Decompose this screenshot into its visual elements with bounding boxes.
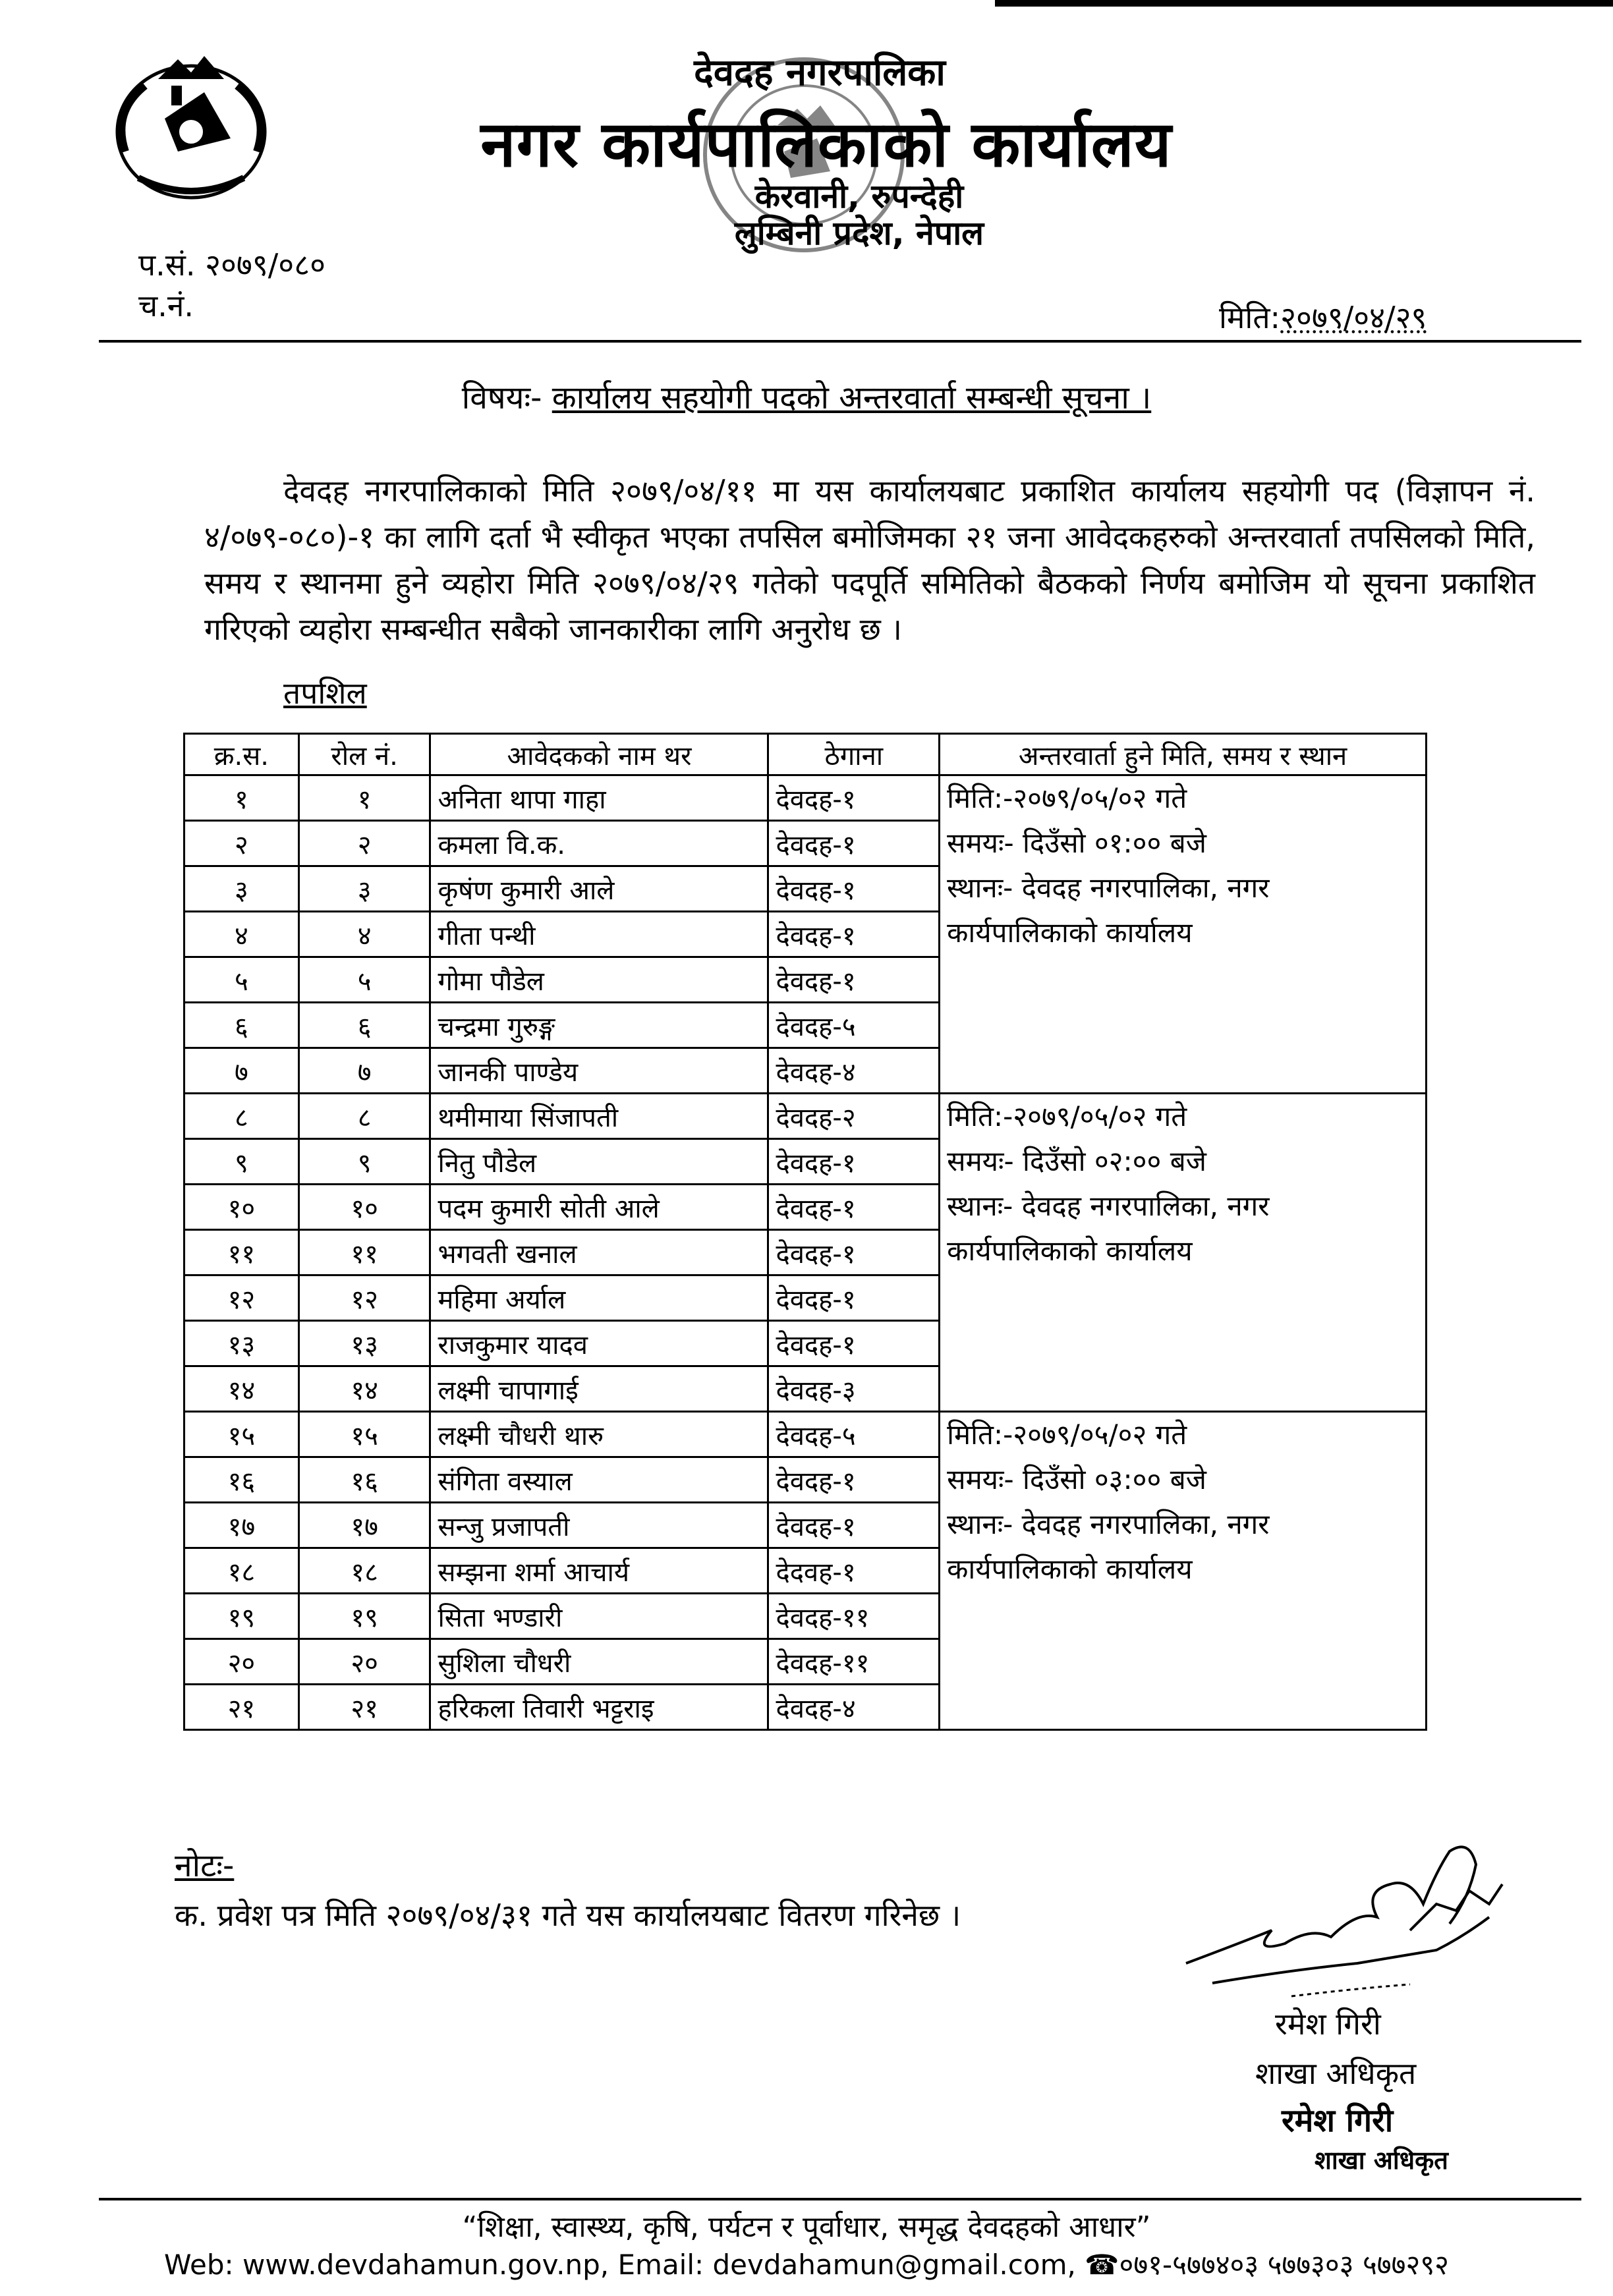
office-title: नगर कार्यपालिकाको कार्यालय [480, 107, 1172, 181]
cell-address: देवदह-३ [768, 1366, 940, 1412]
municipality-name: देवदह नगरपालिका [694, 51, 946, 94]
schedule-date: मिति:-२०७९/०५/०२ गते [947, 782, 1187, 814]
cell-address: देवदह-१ [768, 821, 940, 866]
cell-serial: १५ [184, 1412, 299, 1457]
cell-address: देवदह-१ [768, 775, 940, 821]
cell-roll: १३ [298, 1321, 430, 1366]
cell-roll: १२ [298, 1275, 430, 1321]
cell-name: संगिता वस्याल [430, 1457, 768, 1503]
cell-roll: १९ [298, 1594, 430, 1639]
cell-name: लक्ष्मी चौधरी थारु [430, 1412, 768, 1457]
cell-roll: ३ [298, 866, 430, 912]
cell-address: देवदह-१ [768, 1139, 940, 1185]
note-heading: नोटः- [175, 1847, 235, 1884]
cell-serial: ३ [184, 866, 299, 912]
cell-address: देवदह-१ [768, 1185, 940, 1230]
cell-name: गोमा पौडेल [430, 957, 768, 1003]
schedule-place2: कार्यपालिकाको कार्यालय [947, 1553, 1193, 1585]
header-address: ठेगाना [768, 734, 940, 775]
schedule-time: समयः- दिउँसो ०३:०० बजे [947, 1463, 1206, 1496]
cell-serial: ९ [184, 1139, 299, 1185]
cell-address: देवदह-१ [768, 912, 940, 957]
cell-roll: ५ [298, 957, 430, 1003]
cell-address: देवदह-५ [768, 1003, 940, 1048]
cell-serial: ५ [184, 957, 299, 1003]
cell-serial: १३ [184, 1321, 299, 1366]
header-divider [99, 340, 1581, 343]
cell-address: देवदह-१ [768, 1457, 940, 1503]
header-name: आवेदकको नाम थर [430, 734, 768, 775]
cell-roll: ७ [298, 1048, 430, 1094]
cell-serial: १९ [184, 1594, 299, 1639]
body-paragraph [204, 468, 1535, 652]
schedule-time: समयः- दिउँसो ०२:०० बजे [947, 1145, 1206, 1177]
cell-serial: ४ [184, 912, 299, 957]
subject-line [0, 376, 1613, 418]
cell-roll: १७ [298, 1503, 430, 1548]
cell-roll: ८ [298, 1094, 430, 1139]
cell-address: देवदह-४ [768, 1048, 940, 1094]
address-line-2: लुम्बिनी प्रदेश, नेपाल [734, 214, 984, 252]
cell-address: देवदह-१ [768, 1275, 940, 1321]
cell-address: देवदह-५ [768, 1412, 940, 1457]
footer-contact: Web: www.devdahamun.gov.np, Email: devdahamun@gmail.com, ☎०७१-५७७४०३ ५७७३०३ ५७७२९२ [163, 2249, 1449, 2281]
cell-name: जानकी पाण्डेय [430, 1048, 768, 1094]
cell-serial: १७ [184, 1503, 299, 1548]
cell-name: महिमा अर्याल [430, 1275, 768, 1321]
note-item: क. प्रवेश पत्र मिति २०७९/०४/३१ गते यस कार्यालयबाट वितरण गरिनेछ । [175, 1897, 961, 1933]
cell-serial: २ [184, 821, 299, 866]
cell-name: अनिता थापा गाहा [430, 775, 768, 821]
cell-serial: ८ [184, 1094, 299, 1139]
cell-roll: ६ [298, 1003, 430, 1048]
schedule-time: समयः- दिउँसो ०१:०० बजे [947, 827, 1206, 859]
body-text: देवदह नगरपालिकाको मिति २०७९/०४/११ मा यस कार्यालयबाट प्रकाशित कार्यालय सहयोगी पद (विज्ञापन नं. ४/०७९-०८०)-१ का लागि दर्ता भै स्वीकृत भएका तपसिल बमोजिमका २१ जना आवेदकहरुको अन्तरवार्ता तपसिलको मिति, समय र स्थानमा हुने व्यहोरा मिति २०७९/०४/२९ गतेको पदपूर्ति समितिको बैठकको निर्णय बमोजिम यो सूचना प्रकाशित गरिएको व्यहोरा सम्बन्धीत सबैको जानकारीका लागि अनुरोध छ । [204, 473, 1535, 647]
cell-serial: १२ [184, 1275, 299, 1321]
cell-serial: २१ [184, 1685, 299, 1730]
cell-serial: ११ [184, 1230, 299, 1275]
header-schedule: अन्तरवार्ता हुने मिति, समय र स्थान [940, 734, 1427, 775]
cell-address: देवदह-१ [768, 866, 940, 912]
cell-roll: १६ [298, 1457, 430, 1503]
stamp-title: शाखा अधिकृत [1315, 2146, 1448, 2175]
cell-serial: १४ [184, 1366, 299, 1412]
applicant-table [183, 733, 1427, 1731]
cell-address: देवदह-१ [768, 1503, 940, 1548]
cell-serial: २० [184, 1639, 299, 1685]
cell-roll: १ [298, 775, 430, 821]
address-line-1: केरवानी, रुपन्देही [754, 177, 964, 215]
schedule-place1: स्थानः- देवदह नगरपालिका, नगर [947, 1190, 1270, 1222]
cell-roll: १८ [298, 1548, 430, 1594]
date-value: २०७९/०४/२९ [1280, 300, 1427, 335]
cell-serial: १८ [184, 1548, 299, 1594]
cell-name: लक्ष्मी चापागाई [430, 1366, 768, 1412]
cell-name: थमीमाया सिंजापती [430, 1094, 768, 1139]
cell-roll: २१ [298, 1685, 430, 1730]
schedule-place2: कार्यपालिकाको कार्यालय [947, 916, 1193, 949]
cell-name: सम्झना शर्मा आचार्य [430, 1548, 768, 1594]
cell-roll: २० [298, 1639, 430, 1685]
cell-serial: ६ [184, 1003, 299, 1048]
signatory-title: शाखा अधिकृत [1255, 2056, 1417, 2091]
cell-schedule [940, 1094, 1427, 1412]
reference-number: प.सं. २०७९/०८० [138, 247, 326, 283]
schedule-date: मिति:-२०७९/०५/०२ गते [947, 1100, 1187, 1133]
cell-roll: ११ [298, 1230, 430, 1275]
footer-divider [99, 2198, 1581, 2200]
cell-roll: १० [298, 1185, 430, 1230]
details-heading: तपशिल [283, 675, 367, 711]
cell-address: देवदह-४ [768, 1685, 940, 1730]
subject-text: कार्यालय सहयोगी पदको अन्तरवार्ता सम्बन्धी सूचना । [552, 379, 1152, 416]
cell-name: सन्जु प्रजापती [430, 1503, 768, 1548]
table-row [184, 775, 1427, 821]
cell-address: देवदह-१ [768, 1230, 940, 1275]
header-serial: क्र.स. [184, 734, 299, 775]
cell-name: कृषंण कुमारी आले [430, 866, 768, 912]
cell-serial: १ [184, 775, 299, 821]
cell-schedule [940, 775, 1427, 1094]
cell-roll: ४ [298, 912, 430, 957]
cell-roll: १४ [298, 1366, 430, 1412]
stamp-name: रमेश गिरी [1282, 2102, 1394, 2139]
cell-address: देवदह-११ [768, 1594, 940, 1639]
header-roll: रोल नं. [298, 734, 430, 775]
cell-address: देवदह-१ [768, 1321, 940, 1366]
cell-name: गीता पन्थी [430, 912, 768, 957]
table-header-row [184, 734, 1427, 775]
cell-serial: ७ [184, 1048, 299, 1094]
dispatch-number: च.नं. [138, 288, 194, 323]
cell-name: सुशिला चौधरी [430, 1639, 768, 1685]
cell-name: पदम कुमारी सोती आले [430, 1185, 768, 1230]
cell-address: देवदह-११ [768, 1639, 940, 1685]
letter-date [1219, 296, 1427, 337]
footer-motto: “शिक्षा, स्वास्थ्य, कृषि, पर्यटन र पूर्वाधार, समृद्ध देवदहको आधार” [462, 2210, 1151, 2244]
schedule-place2: कार्यपालिकाको कार्यालय [947, 1235, 1193, 1267]
cell-schedule [940, 1412, 1427, 1730]
date-label: मिति: [1219, 300, 1281, 335]
schedule-place1: स्थानः- देवदह नगरपालिका, नगर [947, 872, 1270, 904]
cell-roll: १५ [298, 1412, 430, 1457]
signatory-name: रमेश गिरी [1275, 2006, 1381, 2042]
table-row [184, 1412, 1427, 1457]
subject-label: विषयः- [461, 379, 542, 416]
cell-name: कमला वि.क. [430, 821, 768, 866]
cell-serial: १६ [184, 1457, 299, 1503]
cell-roll: २ [298, 821, 430, 866]
cell-address: देदवह-१ [768, 1548, 940, 1594]
cell-name: चन्द्रमा गुरुङ्ग [430, 1003, 768, 1048]
schedule-date: मिति:-२०७९/०५/०२ गते [947, 1418, 1187, 1451]
cell-roll: ९ [298, 1139, 430, 1185]
cell-address: देवदह-२ [768, 1094, 940, 1139]
cell-name: हरिकला तिवारी भट्टराइ [430, 1685, 768, 1730]
schedule-place1: स्थानः- देवदह नगरपालिका, नगर [947, 1508, 1270, 1540]
top-edge-bar [995, 0, 1613, 7]
cell-name: भगवती खनाल [430, 1230, 768, 1275]
cell-serial: १० [184, 1185, 299, 1230]
cell-address: देवदह-१ [768, 957, 940, 1003]
cell-name: सिता भण्डारी [430, 1594, 768, 1639]
table-row [184, 1094, 1427, 1139]
cell-name: नितु पौडेल [430, 1139, 768, 1185]
cell-name: राजकुमार यादव [430, 1321, 768, 1366]
